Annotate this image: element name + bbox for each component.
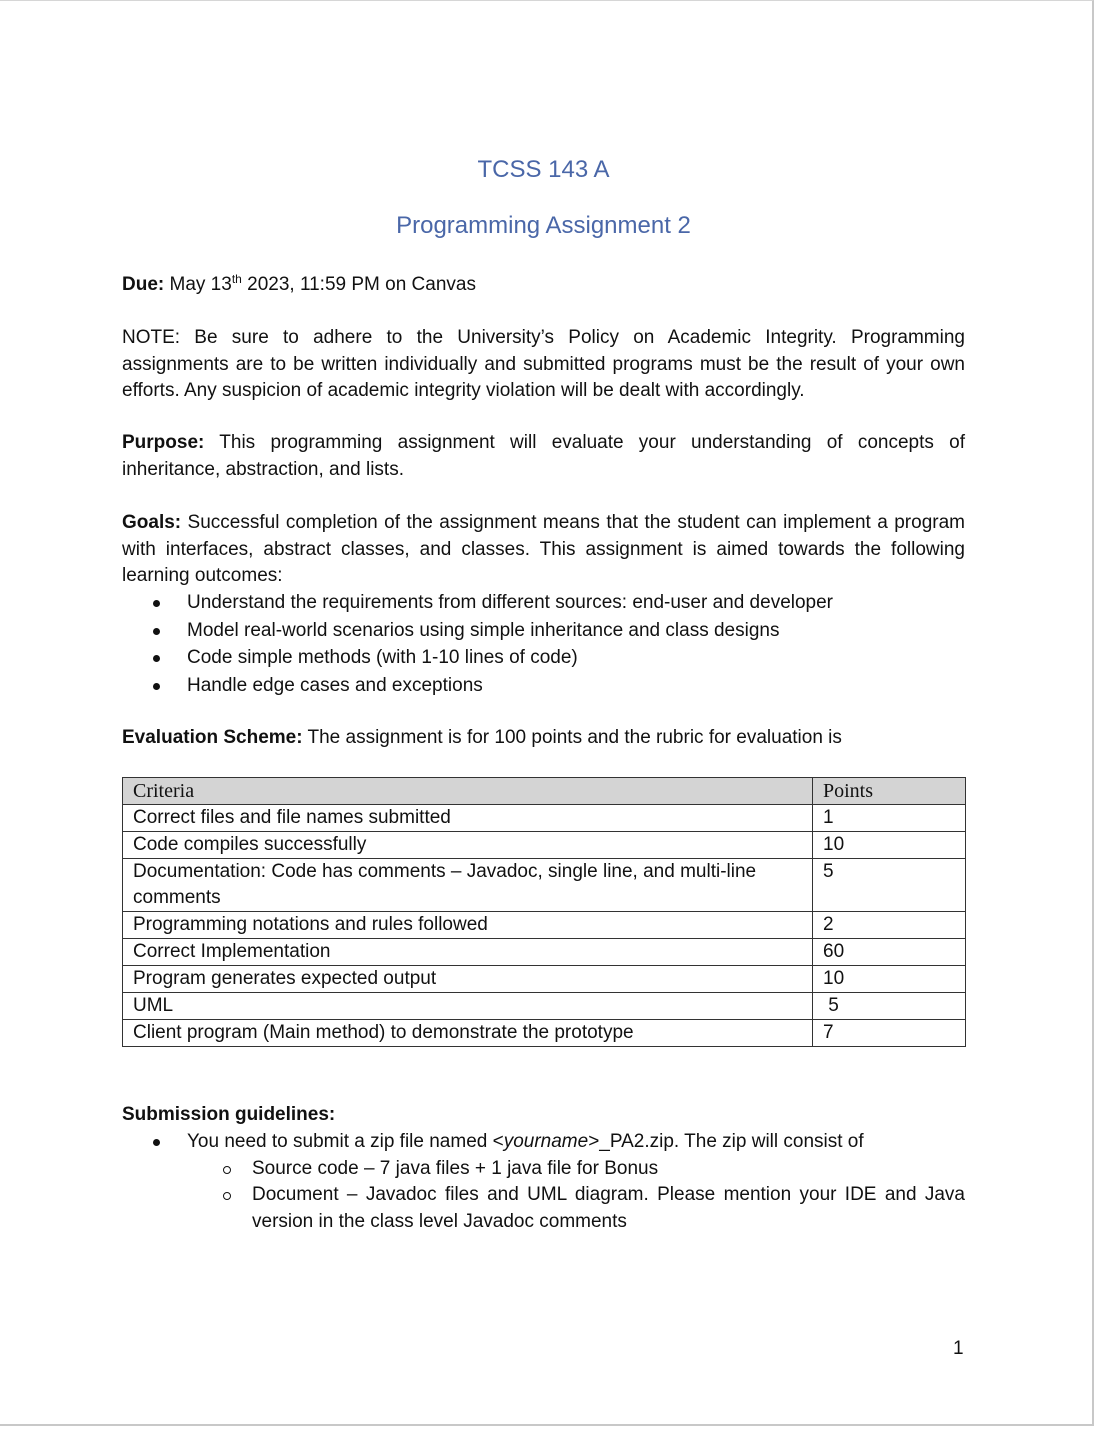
list-item	[187, 1156, 965, 1183]
points-cell: 5	[813, 993, 966, 1020]
submission-sublist	[187, 1156, 965, 1236]
circle-bullet-icon	[223, 1166, 231, 1174]
integrity-note: NOTE: Be sure to adhere to the University’s Policy on Academic Integrity. Programming assignments are to be written individually and submitted programs must be the result of your own efforts. Any suspicion of academic integrity violation will be dealt with accordingly.	[122, 327, 965, 401]
submission-item-prefix: You need to submit a zip file named <	[187, 1131, 504, 1152]
submission-label: Submission guidelines:	[122, 1104, 336, 1125]
points-cell: 10	[813, 966, 966, 993]
list-item	[187, 1182, 965, 1235]
goals-label: Goals:	[122, 512, 182, 533]
outcome-text: Model real-world scenarios using simple inheritance and class designs	[187, 619, 780, 641]
table-row	[123, 859, 966, 912]
outcome-text: Understand the requirements from different sources: end-user and developer	[187, 592, 834, 613]
submission-item-italic: yourname	[503, 1131, 589, 1152]
criteria-cell: Correct files and file names submitted	[123, 805, 813, 832]
purpose-text: This programming assignment will evaluate your understanding of concepts of inheritance, abstraction, and lists.	[122, 432, 965, 480]
list-item	[122, 673, 965, 701]
subitem-text: Document – Javadoc files and UML diagram. Please mention your IDE and Java version in the class level Javadoc comments	[252, 1184, 965, 1232]
bullet-icon	[153, 628, 160, 635]
submission-item-suffix: >_PA2.zip. The zip will consist of	[588, 1131, 864, 1152]
list-item	[122, 645, 965, 673]
goals-paragraph	[122, 510, 965, 590]
criteria-cell: Program generates expected output	[123, 966, 813, 993]
table-row	[123, 993, 966, 1020]
due-label: Due:	[122, 274, 165, 295]
points-cell: 2	[813, 912, 966, 939]
circle-bullet-icon	[223, 1192, 231, 1200]
criteria-cell: UML	[123, 993, 813, 1020]
points-cell: 5	[813, 859, 966, 912]
bullet-icon	[153, 600, 160, 607]
due-text-1: May 13	[164, 274, 232, 295]
table-row	[123, 832, 966, 859]
submission-list	[122, 1129, 965, 1235]
bullet-icon	[153, 655, 160, 662]
rubric-table	[122, 777, 966, 1047]
table-row	[123, 805, 966, 832]
due-date	[122, 272, 965, 299]
list-item	[122, 1129, 965, 1235]
purpose-label: Purpose:	[122, 432, 205, 453]
points-cell: 60	[813, 939, 966, 966]
purpose-paragraph	[122, 430, 965, 483]
points-cell: 7	[813, 1020, 966, 1047]
page-number: 1	[953, 1338, 964, 1359]
learning-outcomes-list	[122, 590, 965, 700]
submission-heading	[122, 1102, 965, 1129]
due-superscript: th	[231, 272, 242, 286]
criteria-cell: Correct Implementation	[123, 939, 813, 966]
criteria-cell: Documentation: Code has comments – Javadoc, single line, and multi-line comments	[123, 859, 813, 912]
list-item	[122, 590, 965, 618]
assignment-title: Programming Assignment 2	[396, 212, 691, 239]
table-row	[123, 1020, 966, 1047]
due-text-2: 2023, 11:59 PM on Canvas	[241, 274, 476, 295]
table-row	[123, 939, 966, 966]
bullet-icon	[153, 1139, 160, 1146]
bullet-icon	[153, 683, 160, 690]
list-item	[122, 618, 965, 646]
criteria-cell: Programming notations and rules followed	[123, 912, 813, 939]
outcome-text: Code simple methods (with 1-10 lines of code)	[187, 647, 578, 668]
points-cell: 10	[813, 832, 966, 859]
outcome-text: Handle edge cases and exceptions	[187, 674, 483, 696]
criteria-cell: Client program (Main method) to demonstrate the prototype	[123, 1020, 813, 1047]
criteria-cell: Code compiles successfully	[123, 832, 813, 859]
table-row	[123, 966, 966, 993]
evaluation-text: The assignment is for 100 points and the rubric for evaluation is	[302, 727, 842, 748]
criteria-header: Criteria	[123, 778, 813, 805]
table-row	[123, 912, 966, 939]
evaluation-paragraph	[122, 725, 965, 752]
course-title: TCSS 143 A	[477, 156, 610, 183]
points-cell: 1	[813, 805, 966, 832]
goals-text: Successful completion of the assignment means that the student can implement a program with interfaces, abstract classes, and classes. This assignment is aimed towards the following learning outcomes:	[122, 512, 965, 586]
table-header-row	[123, 778, 966, 805]
points-header: Points	[813, 778, 966, 805]
subitem-text: Source code – 7 java files + 1 java file for Bonus	[252, 1157, 659, 1179]
evaluation-label: Evaluation Scheme:	[122, 727, 303, 748]
